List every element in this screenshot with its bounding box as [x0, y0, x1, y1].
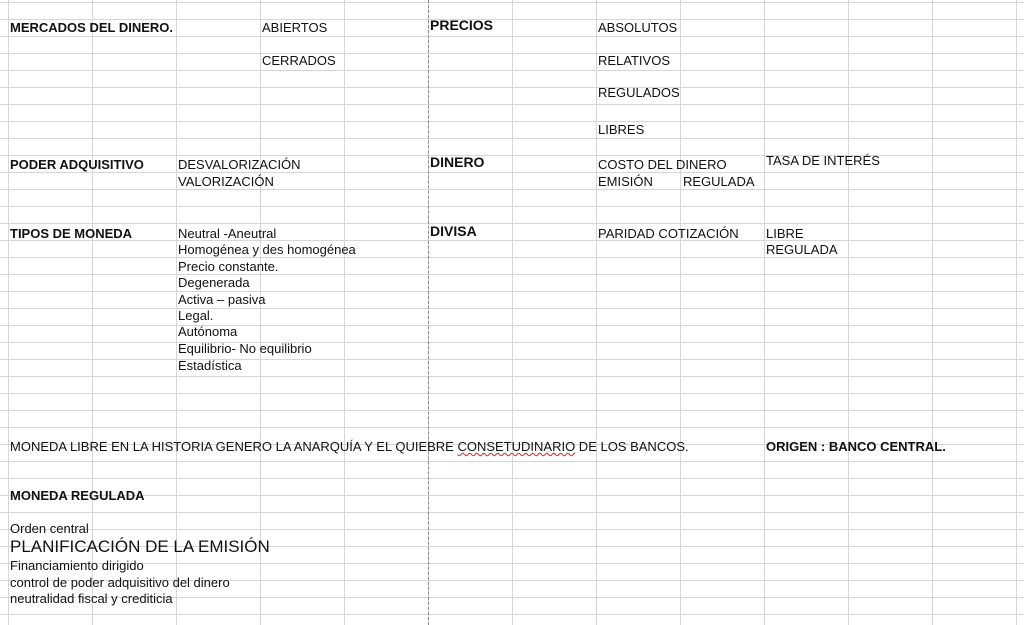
cell-tipo-7[interactable]: Autónoma [178, 324, 238, 339]
page-break-line [428, 0, 429, 625]
cell-tasa-de-interes[interactable]: TASA DE INTERÉS [766, 153, 880, 168]
cell-planificacion-emision[interactable]: PLANIFICACIÓN DE LA EMISIÓN [10, 537, 270, 556]
cell-precios-regulados[interactable]: REGULADOS [598, 85, 680, 100]
cell-tipo-8[interactable]: Equilibrio- No equilibrio [178, 341, 312, 356]
cell-orden-central[interactable]: Orden central [10, 521, 89, 536]
misspelled-word: CONSETUDINARIO [457, 439, 576, 454]
label-poder-adquisitivo[interactable]: PODER ADQUISITIVO [10, 157, 144, 172]
cell-origen-banco-central[interactable]: ORIGEN : BANCO CENTRAL. [766, 439, 946, 454]
cell-regulada[interactable]: REGULADA [683, 174, 755, 189]
cell-control-poder-adquisitivo[interactable]: control de poder adquisitivo del dinero [10, 575, 230, 590]
cell-tipo-5[interactable]: Activa – pasiva [178, 292, 266, 307]
cell-divisa-libre[interactable]: LIBRE [766, 226, 804, 241]
label-divisa[interactable]: DIVISA [430, 223, 477, 239]
label-mercados[interactable]: MERCADOS DEL DINERO. [10, 20, 173, 35]
label-dinero[interactable]: DINERO [430, 154, 485, 170]
cell-financiamiento-dirigido[interactable]: Financiamiento dirigido [10, 558, 144, 573]
cell-mercados-cerrados[interactable]: CERRADOS [262, 53, 336, 68]
cell-emision[interactable]: EMISIÓN [598, 174, 653, 189]
cell-tipo-1[interactable]: Neutral -Aneutral [178, 226, 277, 241]
cell-paridad-cotizacion[interactable]: PARIDAD COTIZACIÓN [598, 226, 739, 241]
label-tipos-de-moneda[interactable]: TIPOS DE MONEDA [10, 226, 133, 241]
cell-tipo-4[interactable]: Degenerada [178, 275, 250, 290]
cell-precios-absolutos[interactable]: ABSOLUTOS [598, 20, 678, 35]
cell-costo-del-dinero[interactable]: COSTO DEL DINERO [598, 157, 727, 172]
cell-moneda-libre-texto[interactable] [10, 439, 689, 454]
moneda-libre-text-a: MONEDA LIBRE EN LA HISTORIA GENERO LA ANARQUÍA Y EL QUIEBRE [10, 439, 458, 454]
label-precios[interactable]: PRECIOS [430, 17, 494, 33]
cell-divisa-regulada[interactable]: REGULADA [766, 242, 838, 257]
cell-desvalorizacion[interactable]: DESVALORIZACIÓN [178, 157, 301, 172]
label-moneda-regulada[interactable]: MONEDA REGULADA [10, 488, 145, 503]
cell-tipo-2[interactable]: Homogénea y des homogénea [178, 242, 356, 257]
cell-valorizacion[interactable]: VALORIZACIÓN [178, 174, 274, 189]
cell-precios-relativos[interactable]: RELATIVOS [598, 53, 671, 68]
cell-neutralidad-fiscal[interactable]: neutralidad fiscal y crediticia [10, 591, 173, 606]
moneda-libre-text-b: DE LOS BANCOS. [575, 439, 689, 454]
cell-mercados-abiertos[interactable]: ABIERTOS [262, 20, 328, 35]
cell-tipo-6[interactable]: Legal. [178, 308, 214, 323]
cell-precios-libres[interactable]: LIBRES [598, 122, 645, 137]
cell-tipo-3[interactable]: Precio constante. [178, 259, 279, 274]
cell-tipo-9[interactable]: Estadística [178, 358, 242, 373]
